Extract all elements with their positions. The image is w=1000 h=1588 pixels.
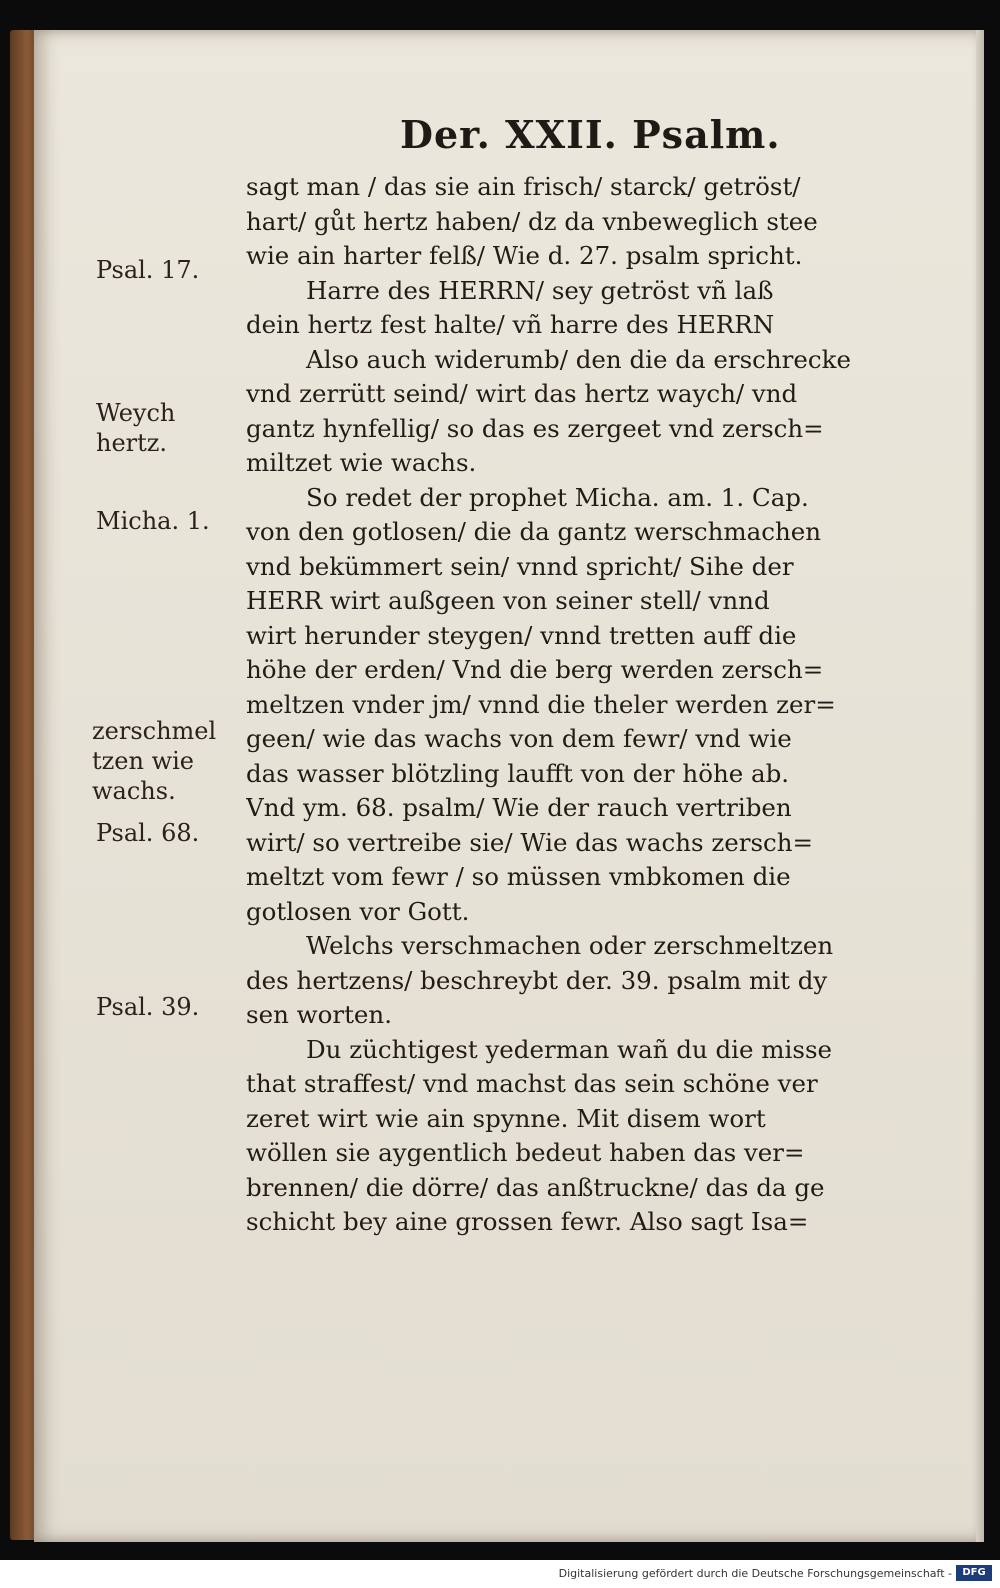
text-line: hart/ gůt hertz haben/ dz da vnbeweglich stee (246, 206, 818, 236)
text-line: Also auch widerumb/ den die da erschrecke (306, 344, 851, 374)
margin-note: Psal. 39. (96, 993, 200, 1021)
text-line: meltzen vnder jm/ vnnd die theler werden zer= (246, 689, 836, 719)
text-line: HERR wirt außgeen von seiner stell/ vnnd (246, 586, 770, 615)
text-line: wie ain harter felß/ Wie d. 27. psalm spricht. (246, 241, 803, 270)
footer-bar (0, 1560, 1000, 1588)
text-line: Welchs verschmachen oder zerschmeltzen (306, 931, 834, 960)
text-line: gotlosen vor Gott. (246, 896, 470, 926)
text-line: geen/ wie das wachs von dem fewr/ vnd wie (246, 724, 792, 753)
page-header: Der. XXII. Psalm. (400, 112, 781, 157)
text-line: das wasser blötzling laufft von der höhe ab. (246, 758, 790, 788)
dfg-logo: DFG (956, 1565, 992, 1581)
text-line: Harre des HERRN/ sey getröst vñ laß (306, 275, 774, 305)
text-line: sen worten. (246, 1000, 392, 1029)
text-line: wirt/ so vertreibe sie/ Wie das wachs zersch= (246, 827, 814, 857)
text-line: von den gotlosen/ die da gantz werschmachen (246, 517, 822, 546)
text-line: sagt man / das sie ain frisch/ starck/ getröst/ (246, 172, 801, 201)
margin-note: Weych hertz. (96, 399, 176, 457)
text-line: miltzet wie wachs. (246, 448, 477, 477)
text-line: Du züchtigest yederman wañ du die misse (306, 1034, 833, 1064)
text-line: Vnd ym. 68. psalm/ Wie der rauch vertriben (246, 793, 792, 822)
text-line: des hertzens/ beschreybt der. 39. psalm mit dy (246, 965, 828, 995)
page-edge (976, 30, 984, 1542)
text-line: So redet der prophet Micha. am. 1. Cap. (306, 482, 809, 512)
text-line: zeret wirt wie ain spynne. Mit disem wort (246, 1103, 766, 1133)
text-line: höhe der erden/ Vnd die berg werden zersch= (246, 655, 824, 684)
text-line: gantz hynfellig/ so das es zergeet vnd zersch= (246, 413, 824, 443)
text-line: brennen/ die dörre/ das anßtruckne/ das da ge (246, 1172, 825, 1202)
text-line: dein hertz fest halte/ vñ harre des HERRN (246, 310, 775, 339)
text-line: schicht bey aine grossen fewr. Also sagt Isa= (246, 1207, 809, 1236)
text-line: wöllen sie aygentlich bedeut haben das ver= (246, 1138, 805, 1167)
text-line: wirt herunder steygen/ vnnd tretten auff die (246, 620, 797, 650)
text-line: vnd bekümmert sein/ vnnd spricht/ Sihe der (246, 551, 794, 581)
text-line: meltzt vom fewr / so müssen vmbkomen die (246, 862, 791, 891)
text-line: that straffest/ vnd machst das sein schöne ver (246, 1069, 818, 1098)
margin-note: Psal. 17. (96, 256, 200, 284)
margin-note: Micha. 1. (96, 507, 210, 535)
text-line: vnd zerrütt seind/ wirt das hertz waych/ vnd (246, 379, 798, 408)
margin-note: Psal. 68. (96, 819, 200, 847)
margin-note: zerschmel tzen wie wachs. (92, 717, 217, 805)
body-text (246, 170, 906, 1240)
footer-credit: Digitalisierung gefördert durch die Deutsche Forschungsgemeinschaft - (558, 1567, 952, 1580)
